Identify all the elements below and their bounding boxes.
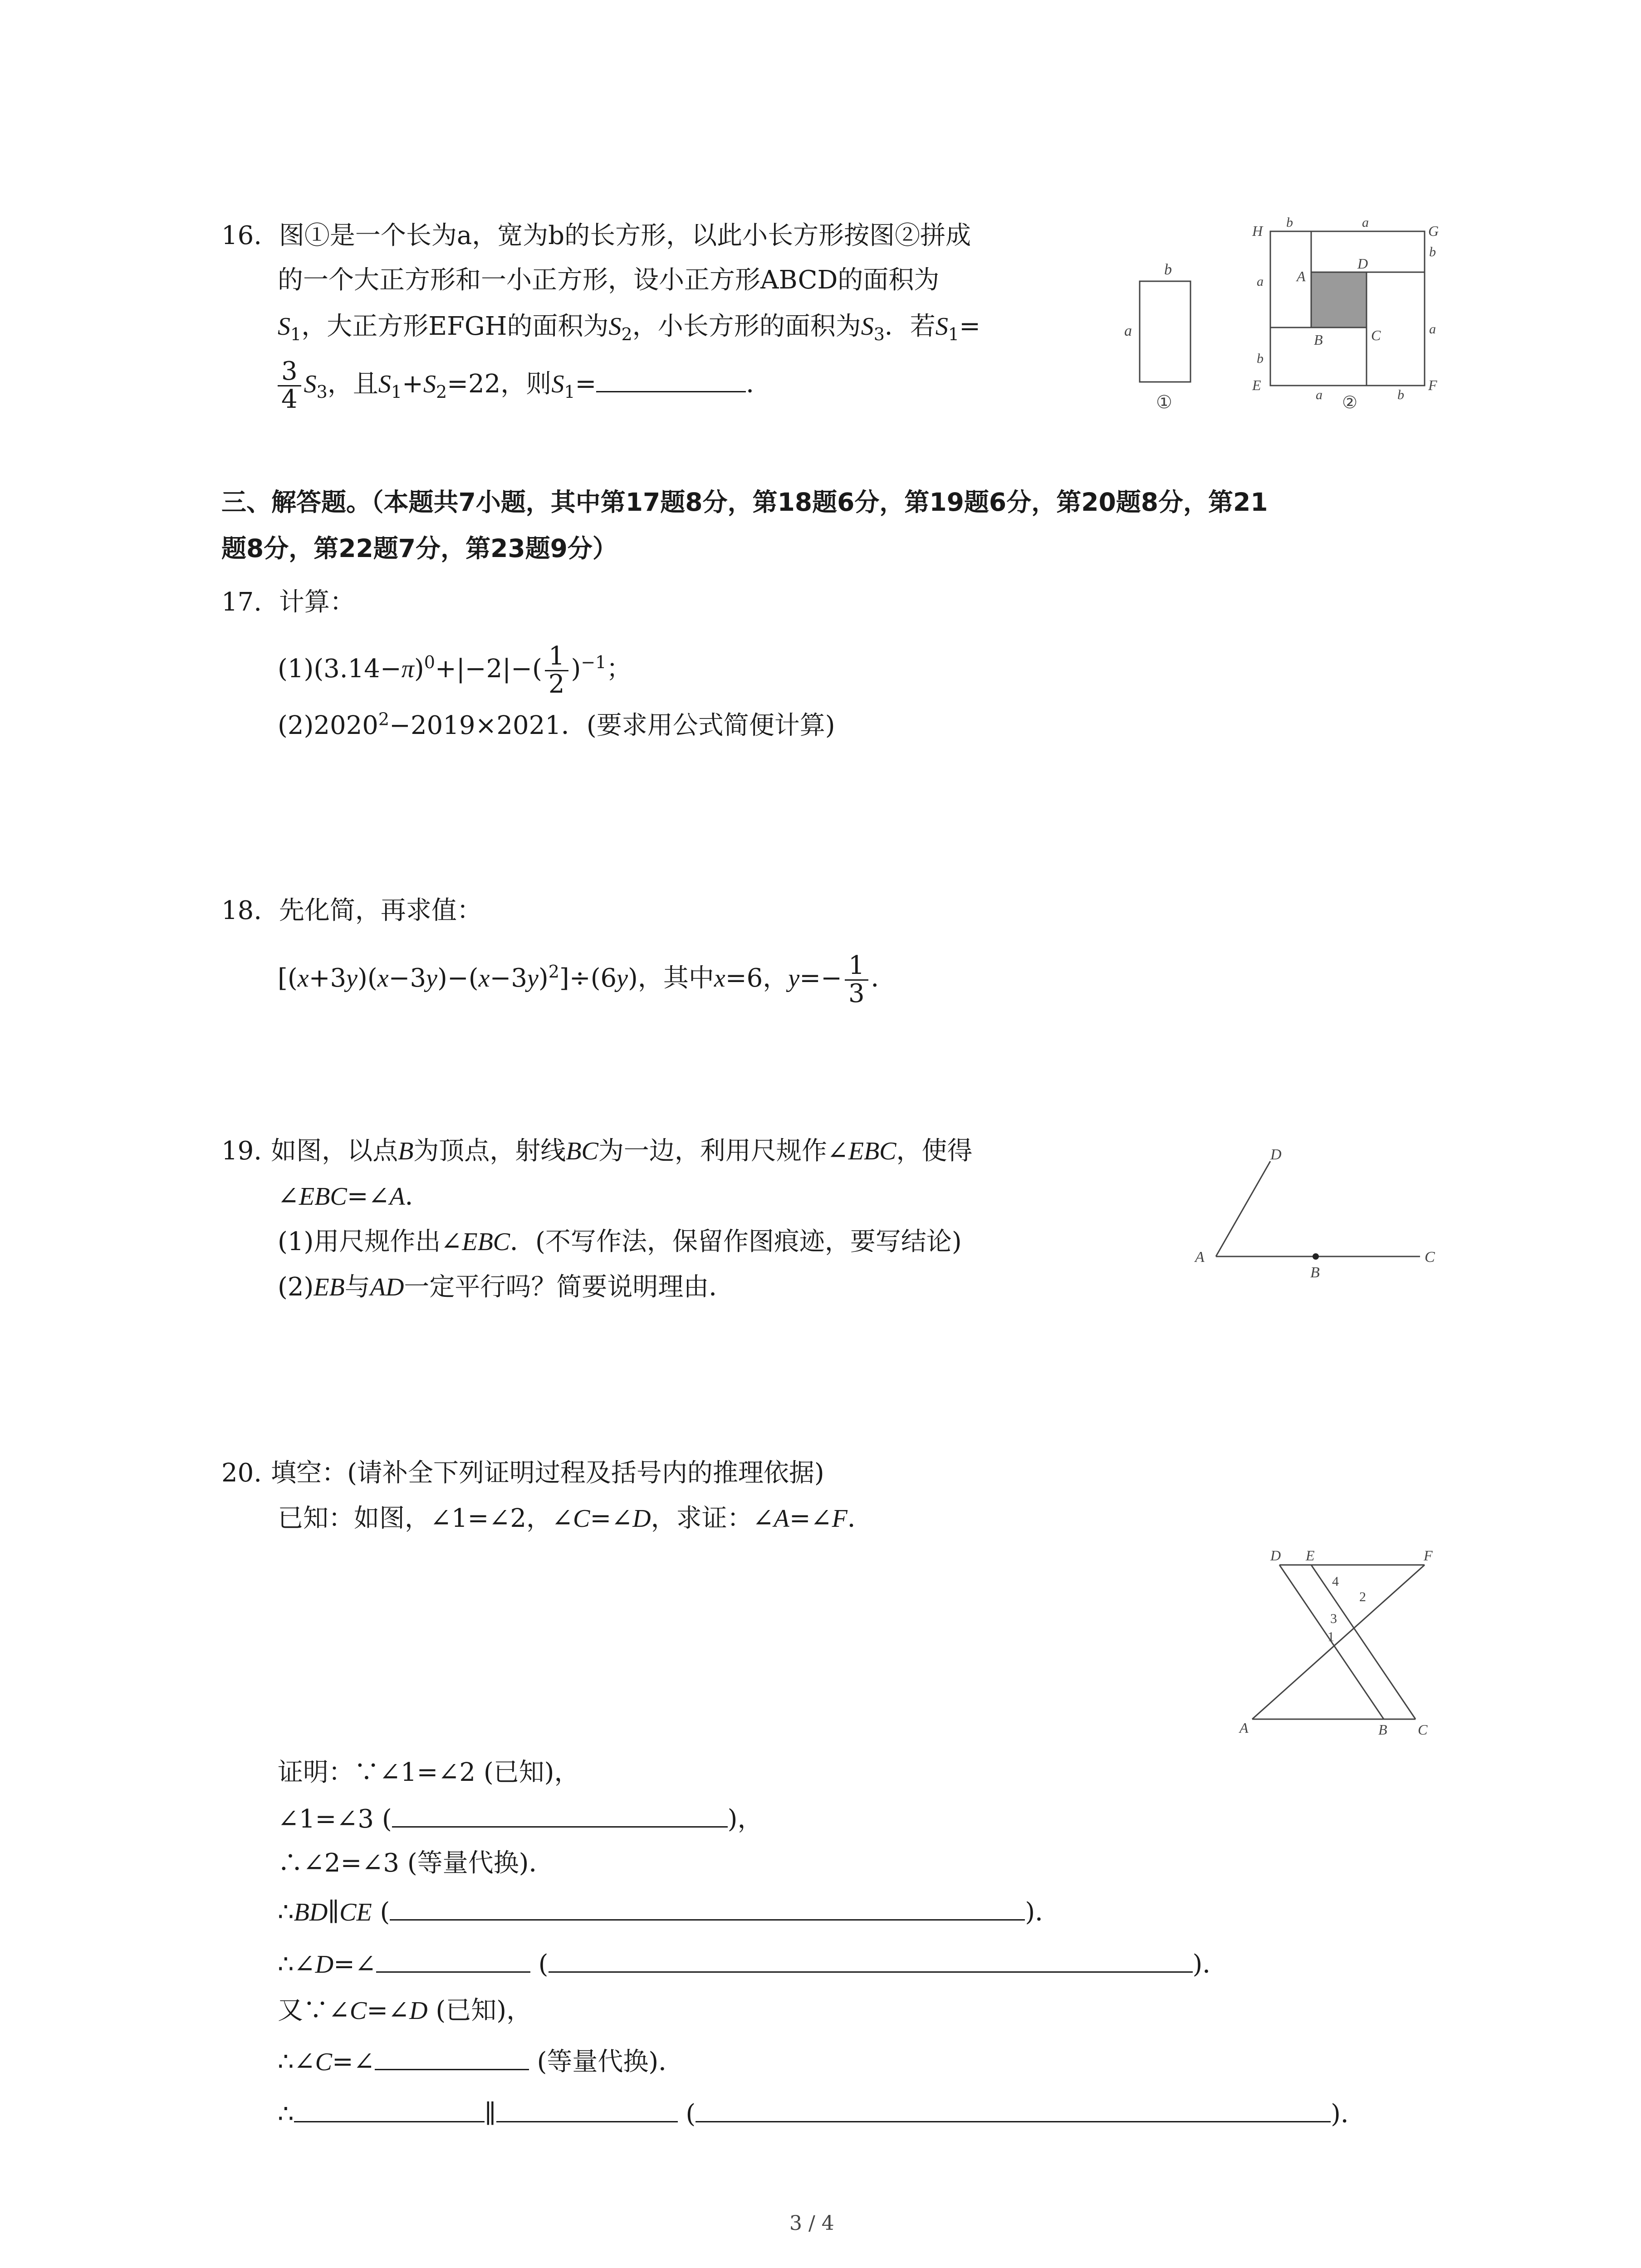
answer-blank[interactable]: [294, 2100, 485, 2122]
exponent: 2: [548, 962, 559, 982]
var-s: S: [278, 313, 290, 341]
section-3-heading-line1: 三、解答题。（本题共7小题，其中第17题8分，第18题6分，第19题6分，第20题8分，第21: [221, 488, 1268, 517]
q16-line3: [278, 312, 980, 345]
var-y: y: [617, 964, 628, 992]
q20-text: ∠1=∠3 (: [278, 1804, 392, 1834]
equals-sign: =: [959, 312, 980, 341]
vertex-f: F: [1428, 377, 1437, 393]
q17-text: +|−2|−(: [435, 654, 542, 684]
angle-ebc: EBC: [462, 1228, 510, 1256]
var-x: x: [478, 964, 490, 992]
q20-text: 又∵∠: [278, 1996, 350, 2025]
line-ec: [1311, 1565, 1416, 1719]
fraction-numerator: 1: [845, 953, 868, 981]
q19-text: 为一边，利用尺规作∠: [598, 1136, 848, 1166]
q17-part1: [278, 643, 632, 698]
ray-ad: [1216, 1161, 1270, 1256]
point-a: A: [389, 1183, 405, 1211]
q19-line1: [221, 1136, 973, 1166]
answer-blank[interactable]: [549, 1950, 1193, 1973]
angle-label-3: 3: [1330, 1611, 1337, 1626]
q19-text: 为顶点，射线: [413, 1136, 566, 1166]
q20-text: ．: [847, 1504, 873, 1533]
answer-blank[interactable]: [596, 370, 746, 392]
equals-sign: =: [575, 369, 597, 399]
line-bd: BD: [294, 1898, 328, 1926]
q20-proof-line8: [278, 2100, 1366, 2127]
fraction-denominator: 3: [848, 978, 865, 1008]
q20-proof-line7: [278, 2048, 684, 2075]
small-square-abcd: [1311, 272, 1367, 327]
q17-number: 17.: [221, 587, 262, 617]
ray-bc: BC: [566, 1137, 598, 1165]
q20-text: ∴: [278, 2099, 294, 2129]
var-s: S: [551, 370, 564, 398]
point-c: C: [349, 1997, 367, 2025]
q18-text: −3: [490, 963, 528, 993]
label-c: C: [1418, 1721, 1428, 1738]
q20-text: =∠: [333, 1950, 376, 1979]
q19-text: ∠: [278, 1182, 299, 1211]
q20-text: (等量代换)．: [529, 2047, 684, 2077]
point-a: A: [774, 1505, 789, 1533]
var-y: y: [527, 964, 539, 992]
q18-text: ．: [871, 963, 896, 993]
label-e: E: [1306, 1547, 1315, 1564]
angle-ebc: EBC: [299, 1183, 347, 1211]
fraction-three-quarters: [278, 358, 301, 413]
point-b-dot: [1313, 1253, 1319, 1260]
fraction-one-half: [545, 643, 568, 698]
q20-given: [278, 1506, 873, 1531]
angle-label-1: 1: [1327, 1629, 1334, 1644]
pi-symbol: π: [401, 655, 414, 683]
var-y: y: [346, 964, 358, 992]
q18-text: −3: [388, 963, 426, 993]
q19-text: ．: [405, 1182, 431, 1211]
label-b: b: [1286, 215, 1293, 230]
vertex-e: E: [1252, 377, 1261, 393]
fraction-numerator: 3: [278, 358, 301, 386]
q17-heading: [221, 587, 355, 617]
subscript: 3: [873, 324, 885, 345]
q20-text: )．: [1192, 1950, 1228, 1979]
q20-text: ∴∠: [278, 1950, 315, 1979]
q18-text: )−(: [437, 963, 479, 993]
subscript: 3: [316, 381, 328, 402]
q16-figure-2: [1243, 213, 1443, 413]
vertex-g: G: [1428, 223, 1439, 239]
label-b: b: [1429, 244, 1436, 259]
q20-text: =∠: [789, 1504, 832, 1533]
q20-proof-line4: [278, 1898, 1060, 1925]
q16-text: ，大正方形EFGH的面积为: [301, 312, 609, 341]
q20-text: =∠: [332, 2047, 375, 2077]
line-ad: AD: [370, 1273, 404, 1301]
q18-text: ]÷(6: [559, 963, 617, 993]
q20-proof-line6: [278, 1998, 532, 2024]
q18-text: +3: [309, 963, 347, 993]
q20-proof-line3: ∴∠2=∠3 (等量代换)．: [278, 1848, 554, 1878]
label-a: a: [1257, 274, 1264, 289]
var-x: x: [297, 964, 309, 992]
label-a: a: [1362, 215, 1369, 230]
q20-number: 20.: [221, 1458, 262, 1488]
var-y: y: [788, 964, 800, 992]
answer-blank[interactable]: [376, 1950, 530, 1973]
var-s: S: [378, 370, 391, 398]
q20-text: ∴∠: [278, 2047, 315, 2077]
var-s: S: [304, 370, 317, 398]
fraction-numerator: 1: [545, 643, 568, 671]
q20-text: )，: [727, 1804, 763, 1834]
fraction-denominator: 2: [548, 669, 565, 699]
q20-text: =∠: [590, 1504, 633, 1533]
q20-text: (: [530, 1950, 549, 1979]
q19-text: ，使得: [896, 1136, 973, 1166]
subscript: 2: [436, 381, 447, 402]
var-x: x: [714, 964, 725, 992]
point-c: C: [573, 1505, 590, 1533]
q20-text: (已知)，: [427, 1996, 532, 2025]
q19-line2: [278, 1184, 431, 1209]
label-a: a: [1124, 323, 1132, 339]
q19-part2: [278, 1272, 735, 1302]
var-s: S: [423, 370, 436, 398]
q19-part1: [278, 1229, 962, 1255]
label-b: B: [1310, 1264, 1320, 1279]
q18-text: )，其中: [628, 963, 714, 993]
var-s: S: [935, 313, 948, 341]
q17-text: ): [414, 654, 424, 684]
q20-proof-line2: [278, 1805, 763, 1832]
var-s: S: [861, 313, 874, 341]
label-c: C: [1425, 1249, 1435, 1266]
point-d: D: [315, 1950, 334, 1979]
figure-label-1: ①: [1156, 392, 1172, 412]
fraction-denominator: 4: [281, 384, 298, 414]
q17-title: 计算：: [279, 587, 355, 617]
vertex-b: B: [1314, 332, 1323, 348]
q18-text: =6，: [725, 963, 789, 993]
var-x: x: [377, 964, 389, 992]
page-number: 3 / 4: [789, 2212, 834, 2235]
answer-blank[interactable]: [696, 2100, 1331, 2122]
q16-figure-1: [1121, 254, 1211, 426]
q17-text: (1)(3.14−: [278, 654, 402, 684]
small-rectangle: [1140, 281, 1190, 382]
q17-text: −2019×2021．(要求用公式简便计算): [389, 711, 835, 740]
point-f: F: [832, 1505, 847, 1533]
q17-part2: [278, 709, 835, 740]
var-s: S: [608, 313, 622, 341]
plus-sign: +: [402, 369, 423, 399]
q18-title: 先化简，再求值：: [279, 896, 482, 925]
label-f: F: [1424, 1547, 1433, 1564]
q19-text: 一定平行吗？简要说明理由．: [404, 1272, 735, 1302]
q16-text: ，小长方形的面积为: [632, 312, 861, 341]
section-3-heading-line2: 题8分，第22题7分，第23题9分）: [221, 534, 617, 563]
fraction-one-third: [845, 953, 868, 1007]
answer-blank[interactable]: [496, 2100, 678, 2122]
q16-text-line2: 的一个大正方形和一小正方形，设小正方形ABCD的面积为: [278, 265, 940, 295]
q20-text: (: [677, 2099, 696, 2129]
q18-expression: [278, 953, 896, 1007]
line-eb: EB: [314, 1273, 345, 1301]
label-d: D: [1270, 1146, 1282, 1163]
vertex-d: D: [1357, 255, 1368, 272]
q16-number: 16.: [221, 221, 262, 250]
q20-proof-line1: 证明：∵∠1=∠2 (已知)，: [278, 1758, 580, 1787]
label-b: b: [1164, 261, 1172, 278]
label-a: a: [1316, 387, 1323, 402]
q17-text: ；: [606, 654, 632, 684]
q18-text: [(: [278, 963, 298, 993]
q16-text-line1: 图①是一个长为a，宽为b的长方形，以此小长方形按图②拼成: [279, 221, 971, 250]
angle-label-4: 4: [1332, 1574, 1339, 1589]
answer-blank[interactable]: [392, 1805, 728, 1828]
q20-title: 填空：(请补全下列证明过程及括号内的推理依据): [271, 1458, 824, 1488]
parallel-symbol: ∥: [484, 2099, 496, 2129]
label-d: D: [1270, 1547, 1281, 1564]
period: ．: [746, 369, 772, 399]
q18-text: =−: [799, 963, 843, 993]
parallel-symbol: ∥: [328, 1897, 340, 1927]
q20-text: )．: [1331, 2099, 1367, 2129]
q20-proof-line5: [278, 1950, 1228, 1977]
point-c: C: [315, 2048, 332, 2076]
q16-line1: [221, 223, 971, 249]
exponent: 0: [424, 652, 435, 673]
vertex-h: H: [1252, 223, 1263, 239]
exponent: 2: [378, 709, 390, 729]
angle-label-2: 2: [1359, 1589, 1366, 1604]
subscript: 1: [290, 324, 302, 345]
q20-text: ∴: [278, 1897, 294, 1927]
exponent: −1: [581, 652, 607, 673]
q16-text: =22，则: [447, 369, 552, 399]
q20-text: 已知：如图，∠1=∠2，∠: [278, 1504, 573, 1533]
label-b: B: [1378, 1721, 1387, 1738]
point-d: D: [409, 1997, 428, 2025]
label-b: b: [1397, 387, 1404, 402]
line-ce: CE: [339, 1898, 372, 1926]
point-d: D: [632, 1505, 651, 1533]
label-a: a: [1429, 322, 1436, 337]
label-b: b: [1257, 351, 1264, 366]
q18-heading: [221, 898, 482, 924]
q20-text: =∠: [367, 1996, 410, 2025]
angle-ebc: EBC: [848, 1137, 896, 1165]
vertex-c: C: [1371, 327, 1381, 343]
q19-text: =∠: [347, 1182, 390, 1211]
q20-heading: [221, 1458, 824, 1488]
q20-text: (: [372, 1897, 390, 1927]
subscript: 2: [621, 324, 632, 345]
q20-text: ，求证：∠: [651, 1504, 774, 1533]
answer-blank[interactable]: [375, 2048, 529, 2070]
q18-text: )(: [357, 963, 377, 993]
q19-figure: [1189, 1143, 1443, 1279]
q20-text: )．: [1025, 1897, 1061, 1927]
var-y: y: [426, 964, 437, 992]
point-b: B: [398, 1137, 414, 1165]
figure-label-2: ②: [1342, 393, 1358, 412]
q20-figure: [1234, 1542, 1452, 1742]
q19-text: 与: [344, 1272, 370, 1302]
q17-text: ): [571, 654, 581, 684]
label-a: A: [1239, 1720, 1249, 1736]
q19-text: 如图，以点: [271, 1136, 398, 1166]
label-a: A: [1195, 1249, 1205, 1266]
answer-blank[interactable]: [390, 1898, 1025, 1921]
vertex-a: A: [1297, 268, 1306, 284]
q19-text: (1)用尺规作出∠: [278, 1227, 462, 1256]
q19-text: (2): [278, 1272, 314, 1302]
subscript: 1: [564, 381, 575, 402]
subscript: 1: [948, 324, 960, 345]
subscript: 1: [391, 381, 402, 402]
q16-text: ．若: [884, 312, 936, 341]
q18-text: ): [538, 963, 549, 993]
q19-text: ．(不写作法，保留作图痕迹，要写结论): [510, 1227, 962, 1256]
q17-text: (2)2020: [278, 711, 378, 740]
q16-text: ，且: [327, 369, 378, 399]
q19-number: 19.: [221, 1136, 262, 1166]
q16-line4: [278, 358, 771, 413]
q18-number: 18.: [221, 896, 262, 925]
